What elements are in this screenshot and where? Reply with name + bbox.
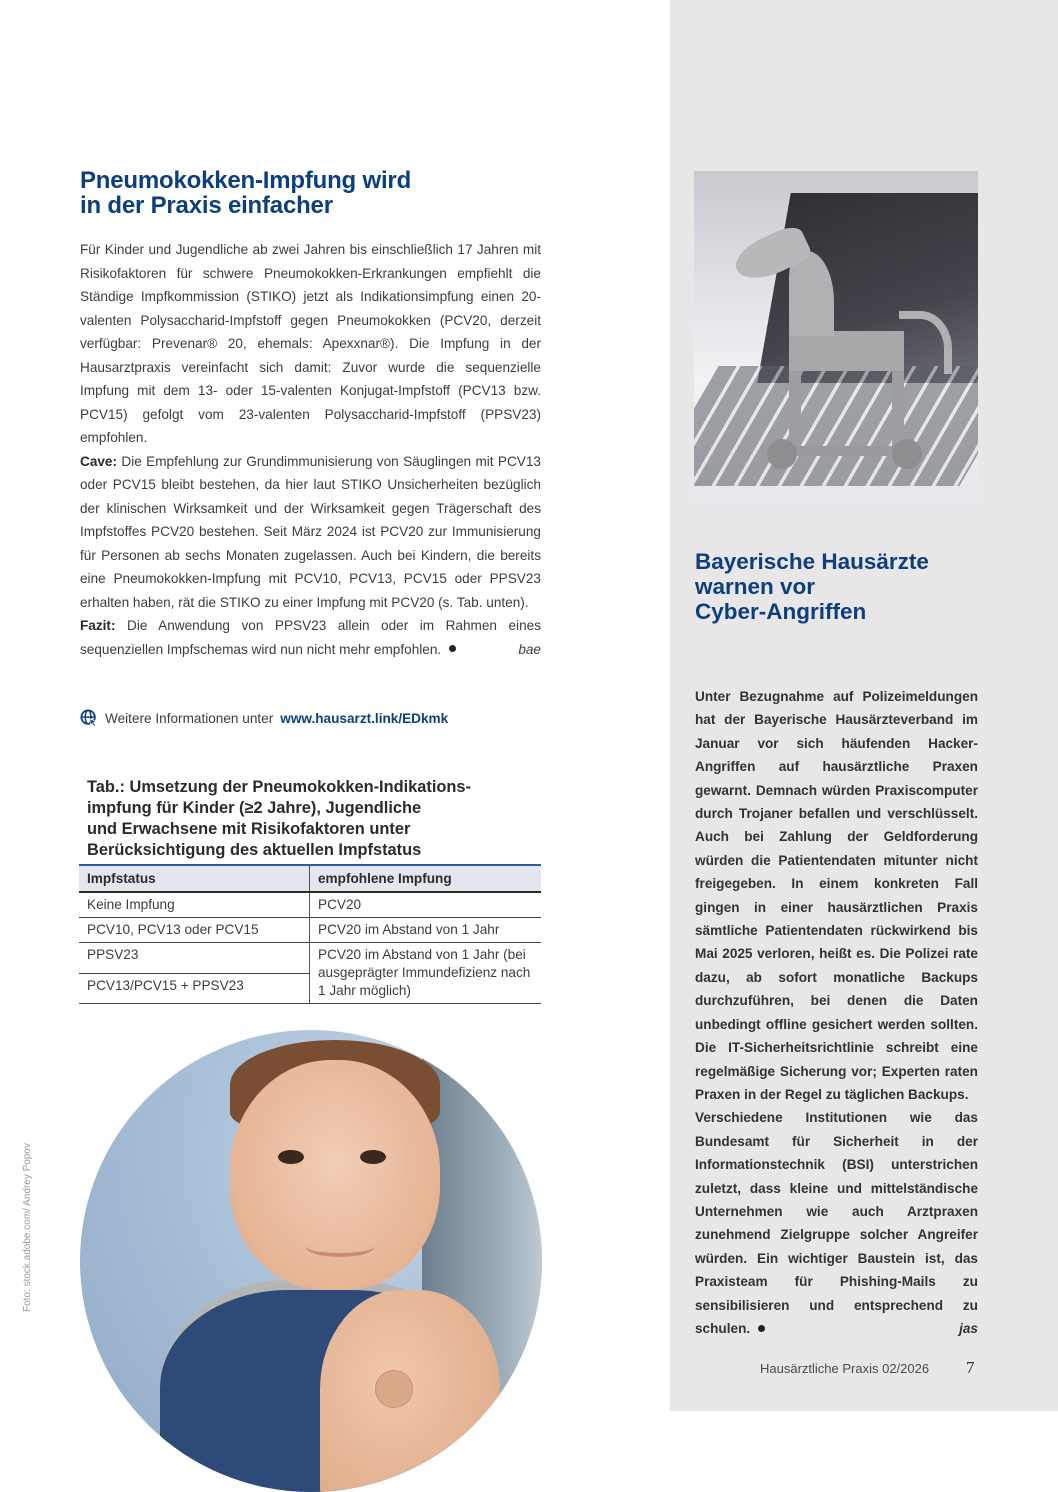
photo-bandage (375, 1370, 413, 1408)
table-row (79, 892, 541, 918)
photo-horse-wheel (892, 439, 922, 469)
cell-status: PPSV23 (79, 943, 310, 974)
title-line: in der Praxis einfacher (80, 192, 333, 219)
paragraph-text: Für Kinder und Jugendliche ab zwei Jahren bis einschließlich 17 Jahren mit Risikofaktoren für schwere Pneumokokken-Erkrankungen empfiehlt die Ständige Impfkommission (STIKO) jetzt als Indikationsimpfung einen 20-valenten Polysaccharid-Impfstoff gegen Pneumokokken (PCV20, derzeit verfügbar: Prevenar® 20, ehemals: Apexxnar®). Die Impfung in der Hausarztpraxis vereinfacht sich damit: Zuvor wurde die sequenzielle Impfung mit dem 13- oder 15-valenten Konjugat-Impfstoff (PCV13 bzw. PCV15) gefolgt vom 23-valenten Polysaccharid-Impfstoff (PPSV23) empfohlen. (80, 242, 541, 445)
cell-recommendation: PCV20 (310, 892, 542, 918)
main-article-title (80, 168, 500, 218)
paragraph-cave (80, 450, 541, 615)
vaccination-table (79, 864, 541, 1004)
child-photo (80, 1030, 542, 1492)
table-row (79, 918, 541, 943)
title-line: Bayerische Hausärzte (695, 549, 929, 574)
side-article-title (695, 549, 985, 624)
photo-eye (360, 1150, 386, 1164)
main-article-body (80, 238, 541, 661)
photo-horse-body (789, 331, 904, 371)
table-header-row (79, 865, 541, 892)
photo-keyboard (694, 366, 978, 486)
cell-status: PCV10, PCV13 oder PCV15 (79, 918, 310, 943)
more-info-label: Weitere Informationen unter (105, 710, 274, 726)
table-row (79, 943, 541, 974)
globe-cursor-icon (80, 709, 98, 727)
paragraph-text: Die Anwendung von PPSV23 allein oder im Rahmen eines sequenziellen Impfschemas wird nun nicht mehr empfohlen. (80, 618, 541, 657)
caption-line: und Erwachsene mit Risikofaktoren unter (87, 820, 411, 838)
table-caption (87, 777, 537, 861)
photo-horse-leg (892, 366, 904, 451)
cell-status: PCV13/PCV15 + PPSV23 (79, 973, 310, 1004)
end-bullet-icon (758, 1325, 765, 1332)
paragraph-fazit (80, 614, 541, 661)
cell-recommendation: PCV20 im Abstand von 1 Jahr (bei ausgeprägter Immundefizienz nach 1 Jahr möglich) (310, 943, 542, 1004)
side-article-body (695, 685, 978, 1340)
photo-horse-wheel (767, 439, 797, 469)
journal-issue: Hausärztliche Praxis 02/2026 (760, 1361, 930, 1376)
paragraph-lead: Fazit: (80, 618, 116, 633)
caption-line: Berücksichtigung des aktuellen Impfstatus (87, 841, 422, 859)
cell-status: Keine Impfung (79, 892, 310, 918)
page-number: 7 (966, 1358, 975, 1377)
title-line: Pneumokokken-Impfung wird (80, 167, 412, 194)
paragraph-lead: Cave: (80, 453, 118, 469)
column-header-impfstatus: Impfstatus (79, 865, 310, 892)
caption-line: Tab.: Umsetzung der Pneumokokken-Indikations- (87, 778, 472, 796)
trojan-horse-photo (694, 171, 978, 519)
photo-horse-leg (789, 366, 801, 451)
cell-recommendation: PCV20 im Abstand von 1 Jahr (310, 918, 542, 943)
paragraph-text: Die Empfehlung zur Grundimmunisierung von Säuglingen mit PCV13 oder PCV15 bleibt bestehen, da hier laut STIKO Unsicherheiten bezüglich der klinischen Wirksamkeit und der Wirksamkeit gegen Trägerschaft des Impfstoffes PCV20 bestehen. Seit März 2024 ist PCV20 zur Immunisierung für Personen ab sechs Monaten zugelassen. Auch bei Kindern, die bereits eine Pneumokokken-Impfung mit PCV10, PCV13, PCV15 oder PPSV23 erhalten haben, rät die STIKO zu einer Impfung mit PCV20 (s. Tab. unten). (80, 453, 541, 610)
title-line: Cyber-Angriffen (695, 599, 867, 624)
author-initials: jas (959, 1320, 978, 1336)
column-header-empfohlene-impfung: empfohlene Impfung (310, 865, 542, 892)
photo-credit: Foto: stock.adobe.com/ Andrey Popov (22, 1143, 33, 1312)
more-info-link[interactable]: www.hausarzt.link/EDkmk (280, 710, 449, 726)
end-bullet-icon (449, 645, 456, 652)
paragraph (695, 1106, 978, 1340)
author-initials: bae (518, 641, 541, 657)
photo-eye (278, 1150, 304, 1164)
photo-mouth (305, 1235, 375, 1257)
caption-line: impfung für Kinder (≥2 Jahre), Jugendliche (87, 799, 422, 817)
paragraph-intro (80, 238, 541, 450)
photo-horse-axle (784, 446, 904, 456)
title-line: warnen vor (695, 574, 816, 599)
more-info-line (80, 709, 448, 727)
paragraph: Unter Bezugnahme auf Polizeimeldungen hat der Bayerische Hausärzteverband im Januar vor sich häufenden Hacker-Angriffen auf hausärztliche Praxen gewarnt. Demnach würden Praxiscomputer durch Trojaner befallen und verschlüsselt. Auch bei Zahlung der Geldforderung würden die Patientendaten mitunter nicht freigegeben. In einem konkreten Fall gingen in einer hausärztlichen Praxis sämtliche Patientendaten rückwirkend bis Mai 2025 verloren, heißt es. Die Polizei rate dazu, ab sofort monatliche Backups durchzuführen, bei denen die Daten unbedingt offline gesichert werden sollten. Die IT-Sicherheitsrichtlinie schreibt eine regelmäßige Sicherung vor; Experten raten Praxen in der Regel zu täglichen Backups. (695, 689, 978, 1102)
paragraph-text: Verschiedene Institutionen wie das Bundesamt für Sicherheit in der Informationstechnik (BSI) unterstrichen zuletzt, dass kleine und mittelständische Unternehmen wie auch Arztpraxen zunehmend Zielgruppe solcher Angreifer würden. Ein wichtiger Baustein ist, das Praxisteam für Phishing-Mails zu sensibilisieren und entsprechend zu schulen. (695, 1110, 978, 1336)
